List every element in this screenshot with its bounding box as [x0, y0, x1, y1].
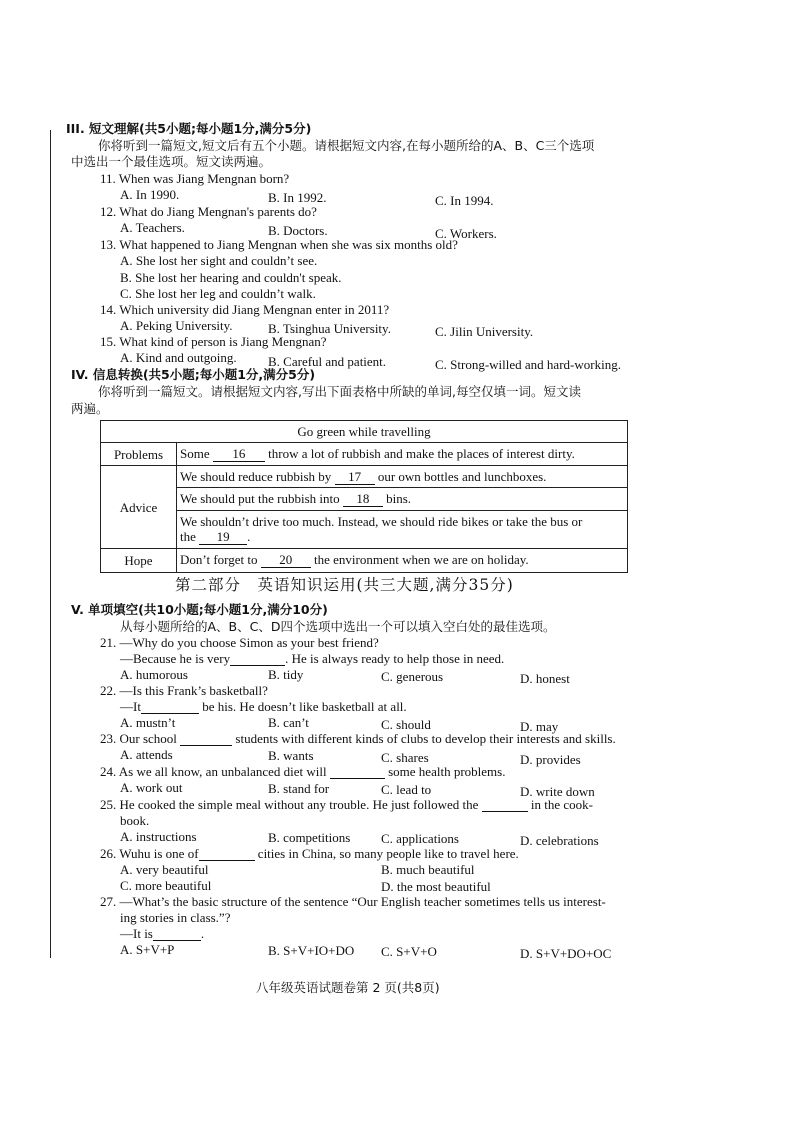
option-27b: B. S+V+IO+DO [268, 943, 355, 958]
advice-3-post: . [247, 528, 251, 544]
option-25c: C. applications [381, 831, 459, 846]
problems-text-post: throw a lot of rubbish and make the places of interest dirty. [268, 446, 575, 462]
q27-text-a: —It is [120, 926, 153, 941]
blank-20: 20 [261, 552, 311, 568]
option-15a: A. Kind and outgoing. [120, 350, 237, 365]
option-24a: A. work out [120, 780, 183, 795]
option-23d: D. provides [520, 752, 581, 767]
option-23c: C. shares [381, 750, 429, 765]
info-table [100, 420, 628, 573]
option-15b: B. Careful and patient. [268, 354, 387, 369]
option-26d: D. the most beautiful [381, 879, 491, 894]
option-25a: A. instructions [120, 829, 197, 844]
option-24d: D. write down [520, 784, 595, 799]
option-22b: B. can’t [268, 715, 309, 730]
q22-text-b: be his. He doesn’t like basketball at all. [202, 699, 407, 714]
hope-cell [177, 548, 628, 572]
problems-cell [177, 443, 628, 466]
q26-blank [199, 847, 255, 861]
question-13: 13. What happened to Jiang Mengnan when she was six months old? [100, 237, 458, 252]
section-3-instruction-1: 你将听到一篇短文,短文后有五个小题。请根据短文内容,在每小题所给的A、B、C三个选项 [98, 138, 595, 153]
option-27c: C. S+V+O [381, 944, 437, 959]
q26-text-b: cities in China, so many people like to travel here. [257, 846, 519, 861]
advice-cell-2 [177, 488, 628, 510]
option-21c: C. generous [381, 669, 444, 684]
option-11a: A. In 1990. [120, 187, 180, 202]
blank-18: 18 [343, 491, 383, 507]
question-27-line-3 [120, 926, 204, 941]
question-12: 12. What do Jiang Mengnan's parents do? [100, 204, 317, 219]
table-title: Go green while travelling [101, 421, 628, 443]
section-4-instruction-2: 两遍。 [71, 401, 109, 416]
option-22c: C. should [381, 717, 431, 732]
option-11c: C. In 1994. [435, 193, 494, 208]
option-23b: B. wants [268, 748, 314, 763]
q21-text-a: —Because he is very [120, 651, 231, 666]
q27-text-b: . [200, 926, 205, 941]
q21-blank [230, 652, 285, 666]
hope-post: the environment when we are on holiday. [314, 552, 529, 568]
question-25 [100, 797, 593, 812]
advice-cell-3 [177, 510, 628, 548]
hope-label: Hope [101, 548, 177, 572]
option-21a: A. humorous [120, 667, 188, 682]
q23-text-a: 23. Our school [100, 731, 177, 746]
q24-text-b: some health problems. [388, 764, 506, 779]
q24-blank [330, 765, 385, 779]
blank-19: 19 [199, 529, 247, 545]
problems-label: Problems [101, 443, 177, 466]
advice-3-pre2: the [180, 528, 196, 544]
question-14: 14. Which university did Jiang Mengnan enter in 2011? [100, 302, 390, 317]
option-21b: B. tidy [268, 667, 304, 682]
option-13a: A. She lost her sight and couldn’t see. [120, 253, 318, 268]
question-26 [100, 846, 519, 861]
advice-label: Advice [101, 466, 177, 549]
option-15c: C. Strong-willed and hard-working. [435, 357, 621, 372]
page-footer: 八年级英语试题卷第 2 页(共8页) [256, 980, 440, 995]
q27-blank [153, 927, 201, 941]
question-27: 27. —What’s the basic structure of the sentence “Our English teacher sometimes tells us interest- [100, 894, 606, 909]
option-14b: B. Tsinghua University. [268, 321, 391, 336]
question-22-line-2 [120, 699, 407, 714]
question-23 [100, 731, 616, 746]
question-11: 11. When was Jiang Mengnan born? [100, 171, 290, 186]
option-24c: C. lead to [381, 782, 432, 797]
option-25d: D. celebrations [520, 833, 599, 848]
option-26b: B. much beautiful [381, 862, 475, 877]
option-12c: C. Workers. [435, 226, 497, 241]
advice-cell-1 [177, 466, 628, 488]
option-14c: C. Jilin University. [435, 324, 534, 339]
option-11b: B. In 1992. [268, 190, 327, 205]
q23-blank [180, 732, 232, 746]
option-21d: D. honest [520, 671, 570, 686]
option-12b: B. Doctors. [268, 223, 328, 238]
option-24b: B. stand for [268, 781, 330, 796]
q22-text-a: —It [120, 699, 141, 714]
q23-text-b: students with different kinds of clubs to develop their interests and skills. [235, 731, 616, 746]
part-2-heading: 第二部分 英语知识运用(共三大题,满分35分) [175, 576, 514, 594]
option-26c: C. more beautiful [120, 878, 212, 893]
question-27-line-2: ing stories in class.”? [120, 910, 231, 925]
q24-text-a: 24. As we all know, an unbalanced diet will [100, 764, 327, 779]
question-25-line-2: book. [120, 813, 150, 828]
option-12a: A. Teachers. [120, 220, 185, 235]
option-13b: B. She lost her hearing and couldn't speak. [120, 270, 342, 285]
advice-1-pre: We should reduce rubbish by [180, 468, 332, 484]
section-5-instruction: 从每小题所给的A、B、C、D四个选项中选出一个可以填入空白处的最佳选项。 [120, 619, 556, 634]
blank-16: 16 [213, 446, 265, 462]
section-3-heading: III. 短文理解(共5小题;每小题1分,满分5分) [66, 121, 312, 136]
margin-line [50, 130, 51, 958]
section-4-instruction-1: 你将听到一篇短文。请根据短文内容,写出下面表格中所缺的单词,每空仅填一词。短文读 [98, 384, 581, 399]
question-22: 22. —Is this Frank’s basketball? [100, 683, 268, 698]
question-21: 21. —Why do you choose Simon as your best friend? [100, 635, 379, 650]
section-4-heading: IV. 信息转换(共5小题;每小题1分,满分5分) [71, 367, 316, 382]
q25-blank [482, 798, 528, 812]
advice-1-post: our own bottles and lunchboxes. [377, 468, 547, 484]
question-24 [100, 764, 505, 779]
option-27d: D. S+V+DO+OC [520, 946, 612, 961]
question-15: 15. What kind of person is Jiang Mengnan? [100, 334, 327, 349]
q26-text-a: 26. Wuhu is one of [100, 846, 199, 861]
option-13c: C. She lost her leg and couldn’t walk. [120, 286, 316, 301]
q22-blank [141, 700, 199, 714]
section-3-instruction-2: 中选出一个最佳选项。短文读两遍。 [71, 154, 272, 169]
advice-2-post: bins. [386, 490, 412, 506]
blank-17: 17 [335, 469, 375, 485]
option-22a: A. mustn’t [120, 715, 176, 730]
option-25b: B. competitions [268, 830, 351, 845]
option-22d: D. may [520, 719, 559, 734]
question-21-line-2 [120, 651, 504, 666]
q21-text-b: . He is always ready to help those in need. [285, 651, 505, 666]
option-26a: A. very beautiful [120, 862, 209, 877]
advice-2-pre: We should put the rubbish into [180, 490, 340, 506]
q25-text-b: in the cook- [530, 797, 593, 812]
problems-text-pre: Some [180, 446, 210, 462]
q25-text-a: 25. He cooked the simple meal without any trouble. He just followed the [100, 797, 479, 812]
hope-pre: Don’t forget to [180, 552, 258, 568]
section-5-heading: V. 单项填空(共10小题;每小题1分,满分10分) [71, 602, 328, 617]
option-23a: A. attends [120, 747, 173, 762]
option-14a: A. Peking University. [120, 318, 233, 333]
option-27a: A. S+V+P [120, 942, 175, 957]
advice-3-pre: We shouldn’t drive too much. Instead, we should ride bikes or take the bus or [180, 513, 583, 529]
